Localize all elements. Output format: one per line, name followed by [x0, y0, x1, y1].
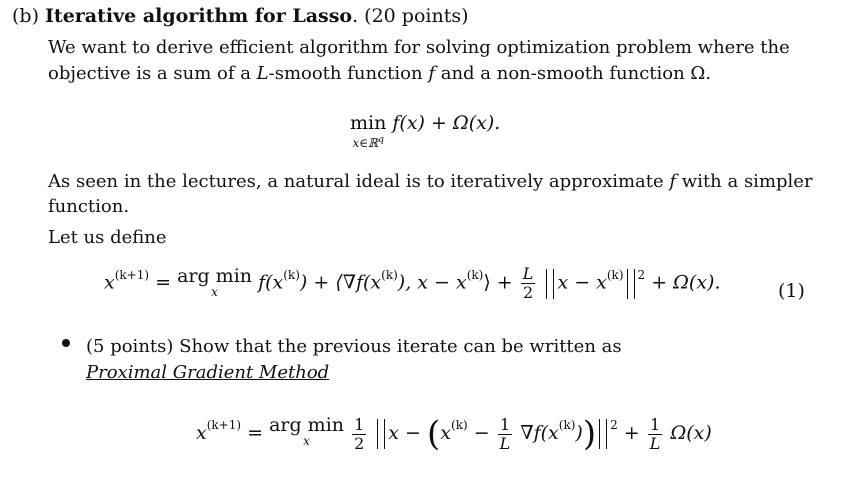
bullet-text: (5 points) Show that the previous iterate can be written as — [86, 336, 622, 357]
norm-bar-right — [627, 269, 635, 299]
min-operator: min — [350, 112, 387, 134]
symbol-L: L — [256, 63, 269, 84]
lecture-line-3: Let us define — [48, 227, 167, 248]
min-expression: f(x) + Ω(x). — [392, 112, 501, 134]
norm-bar-left — [546, 269, 554, 299]
norm2-bar-right — [599, 419, 607, 449]
bullet-method: Proximal Gradient Method — [86, 362, 330, 383]
section-points: . (20 points) — [352, 5, 469, 27]
intro-line-2: objective is a sum of a L-smooth function f and a non-smooth function Ω. — [48, 63, 712, 84]
equation-number: (1) — [778, 280, 805, 302]
section-label: (b) — [12, 5, 39, 27]
section-title: Iterative algorithm for Lasso — [45, 5, 353, 27]
symbol-f: f — [428, 63, 435, 84]
intro-line-1: We want to derive efficient algorithm for solving optimization problem where the — [48, 37, 790, 58]
equation-2: $x^{(k+1)}$ = arg min x $\frac{1}{2}$ $x - (x^{(k)}$ − $\frac{1}{L}$ $\nabla f(x^{(k)})$) $^2$ + $\frac{1}{L}$ Ω(x) — [196, 414, 712, 454]
bullet-dot — [62, 339, 70, 347]
min-equation — [350, 112, 500, 149]
section-heading — [12, 5, 469, 27]
lecture-line-1: As seen in the lectures, a natural ideal is to iteratively approximate f with a simpler — [48, 171, 813, 192]
lecture-line-2: function. — [48, 196, 130, 217]
min-subscript: x∈ℝ$^q$ — [352, 135, 384, 150]
norm2-bar-left — [377, 419, 385, 449]
equation-1: $x^{(k+1)}$ = arg min x $f(x^{(k)})$ + $⟨\nabla f(x^{(k)})$, $x - x^{(k)}⟩$ + $\frac{L}{2}$ $x - x^{(k)}$ $^2$ + Ω(x). — [104, 264, 721, 302]
